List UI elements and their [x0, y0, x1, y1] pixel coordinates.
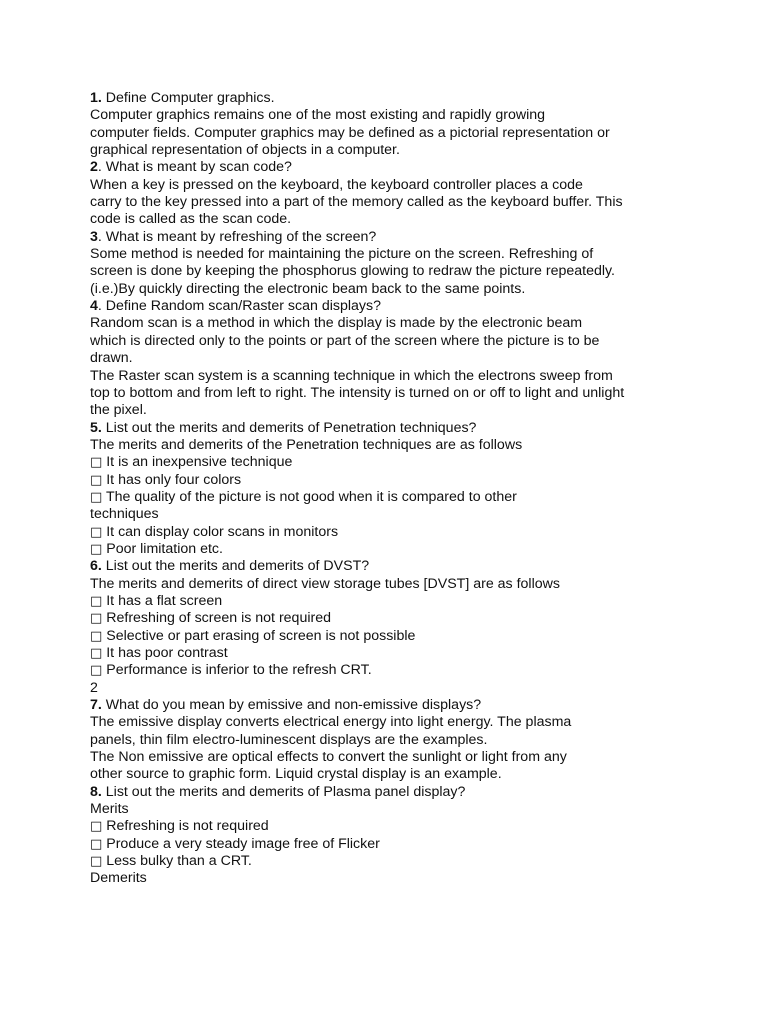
- line-text: Merits: [90, 801, 129, 818]
- bullet-box-icon: □: [90, 541, 103, 557]
- question-heading: [90, 420, 760, 437]
- bullet-item: [90, 541, 760, 558]
- line-text: other source to graphic form. Liquid crystal display is an example.: [90, 766, 502, 783]
- line-text: The quality of the picture is not good when it is compared to other: [102, 488, 517, 505]
- line-text: What do you mean by emissive and non-emissive displays?: [101, 697, 482, 714]
- line-text: Define Computer graphics.: [101, 90, 275, 106]
- line-text: Performance is inferior to the refresh CRT.: [102, 662, 372, 679]
- text-line: [90, 333, 760, 350]
- line-text: computer fields. Computer graphics may be defined as a pictorial representation or: [90, 124, 610, 141]
- line-text: Selective or part erasing of screen is not possible: [102, 627, 416, 644]
- line-text: It is an inexpensive technique: [102, 454, 293, 471]
- bullet-item: [90, 818, 760, 835]
- bullet-box-icon: □: [90, 854, 103, 870]
- text-line: [90, 385, 760, 402]
- line-text: techniques: [90, 506, 159, 523]
- line-text: List out the merits and demerits of Penetration techniques?: [101, 419, 477, 436]
- line-text: Less bulky than a CRT.: [102, 853, 252, 870]
- text-line: [90, 506, 760, 523]
- line-text: . What is meant by refreshing of the screen?: [97, 228, 377, 245]
- line-text: 2: [90, 679, 98, 696]
- question-heading: [90, 784, 760, 801]
- line-text: . Define Random scan/Raster scan displays?: [97, 298, 381, 315]
- bullet-item: [90, 472, 760, 489]
- text-line: [90, 281, 760, 298]
- bullet-item: [90, 836, 760, 853]
- line-text: Some method is needed for maintaining the picture on the screen. Refreshing of: [90, 246, 594, 263]
- line-text: carry to the key pressed into a part of the memory called as the keyboard buffer. This: [90, 194, 623, 211]
- text-line: [90, 350, 760, 367]
- line-text: Refreshing is not required: [102, 818, 269, 835]
- question-number: 7.: [90, 697, 102, 714]
- line-text: The Raster scan system is a scanning technique in which the electrons sweep from: [90, 367, 613, 384]
- bullet-item: [90, 662, 760, 679]
- line-text: graphical representation of objects in a computer.: [90, 142, 400, 159]
- text-line: [90, 437, 760, 454]
- line-text: panels, thin film electro-luminescent displays are the examples.: [90, 731, 488, 748]
- line-text: List out the merits and demerits of Plasma panel display?: [101, 783, 466, 800]
- bullet-box-icon: □: [90, 628, 103, 644]
- bullet-item: [90, 593, 760, 610]
- line-text: top to bottom and from left to right. The intensity is turned on or off to light and unlight: [90, 384, 625, 401]
- text-line: [90, 749, 760, 766]
- bullet-box-icon: □: [90, 646, 103, 661]
- line-text: It has a flat screen: [102, 592, 223, 609]
- text-line: [90, 766, 760, 783]
- text-line: [90, 402, 760, 419]
- line-text: Produce a very steady image free of Flicker: [102, 835, 380, 852]
- text-line: [90, 211, 760, 228]
- question-number: 3: [90, 228, 98, 245]
- question-heading: [90, 229, 760, 246]
- question-heading: [90, 90, 760, 107]
- line-text: It can display color scans in monitors: [102, 523, 339, 540]
- bullet-box-icon: □: [90, 611, 103, 627]
- text-line: [90, 576, 760, 593]
- line-text: which is directed only to the points or part of the screen where the picture is to be: [90, 332, 600, 349]
- line-text: Computer graphics remains one of the most existing and rapidly growing: [90, 107, 546, 124]
- question-heading: [90, 697, 760, 714]
- bullet-item: [90, 524, 760, 541]
- question-number: 4: [90, 298, 98, 315]
- bullet-item: [90, 610, 760, 627]
- line-text: It has poor contrast: [102, 645, 228, 661]
- line-text: the pixel.: [90, 402, 147, 419]
- bullet-item: [90, 645, 760, 662]
- line-text: . What is meant by scan code?: [97, 159, 292, 176]
- line-text: The emissive display converts electrical energy into light energy. The plasma: [90, 714, 572, 731]
- text-line: [90, 714, 760, 731]
- question-heading: [90, 298, 760, 315]
- question-number: 6.: [90, 558, 102, 575]
- line-text: code is called as the scan code.: [90, 211, 292, 228]
- line-text: drawn.: [90, 350, 133, 367]
- bullet-box-icon: □: [90, 663, 103, 679]
- question-heading: [90, 159, 760, 176]
- text-line: [90, 368, 760, 385]
- line-text: It has only four colors: [102, 471, 242, 488]
- text-line: [90, 194, 760, 211]
- text-line: [90, 125, 760, 142]
- line-text: The merits and demerits of direct view storage tubes [DVST] are as follows: [90, 575, 560, 592]
- bullet-box-icon: □: [90, 455, 103, 471]
- line-text: Poor limitation etc.: [102, 540, 223, 557]
- question-number: 5.: [90, 419, 102, 436]
- question-number: 2: [90, 159, 98, 176]
- question-number: 8.: [90, 783, 102, 800]
- text-line: [90, 177, 760, 194]
- bullet-box-icon: □: [90, 836, 103, 852]
- line-text: The merits and demerits of the Penetration techniques are as follows: [90, 436, 523, 453]
- bullet-box-icon: □: [90, 489, 103, 505]
- bullet-box-icon: □: [90, 472, 103, 488]
- line-text: The Non emissive are optical effects to convert the sunlight or light from any: [90, 749, 567, 766]
- bullet-item: [90, 628, 760, 645]
- text-line: [90, 263, 760, 280]
- text-line: [90, 246, 760, 263]
- bullet-item: [90, 853, 760, 870]
- line-text: screen is done by keeping the phosphorus glowing to redraw the picture repeatedly.: [90, 263, 615, 280]
- text-line: [90, 680, 760, 697]
- bullet-box-icon: □: [90, 593, 103, 609]
- text-line: [90, 732, 760, 749]
- question-number: 1.: [90, 90, 102, 106]
- text-line: [90, 315, 760, 332]
- line-text: When a key is pressed on the keyboard, the keyboard controller places a code: [90, 176, 583, 193]
- line-text: List out the merits and demerits of DVST?: [101, 558, 370, 575]
- line-text: Random scan is a method in which the display is made by the electronic beam: [90, 315, 583, 332]
- document-page: [90, 90, 760, 888]
- bullet-item: [90, 454, 760, 471]
- question-heading: [90, 558, 760, 575]
- bullet-item: [90, 489, 760, 506]
- line-text: (i.e.)By quickly directing the electronic beam back to the same points.: [90, 280, 526, 297]
- text-line: [90, 870, 760, 887]
- text-line: [90, 142, 760, 159]
- text-line: [90, 801, 760, 818]
- line-text: Refreshing of screen is not required: [102, 610, 331, 627]
- line-text: Demerits: [90, 870, 147, 887]
- bullet-box-icon: □: [90, 524, 103, 540]
- text-line: [90, 107, 760, 124]
- bullet-box-icon: □: [90, 819, 103, 835]
